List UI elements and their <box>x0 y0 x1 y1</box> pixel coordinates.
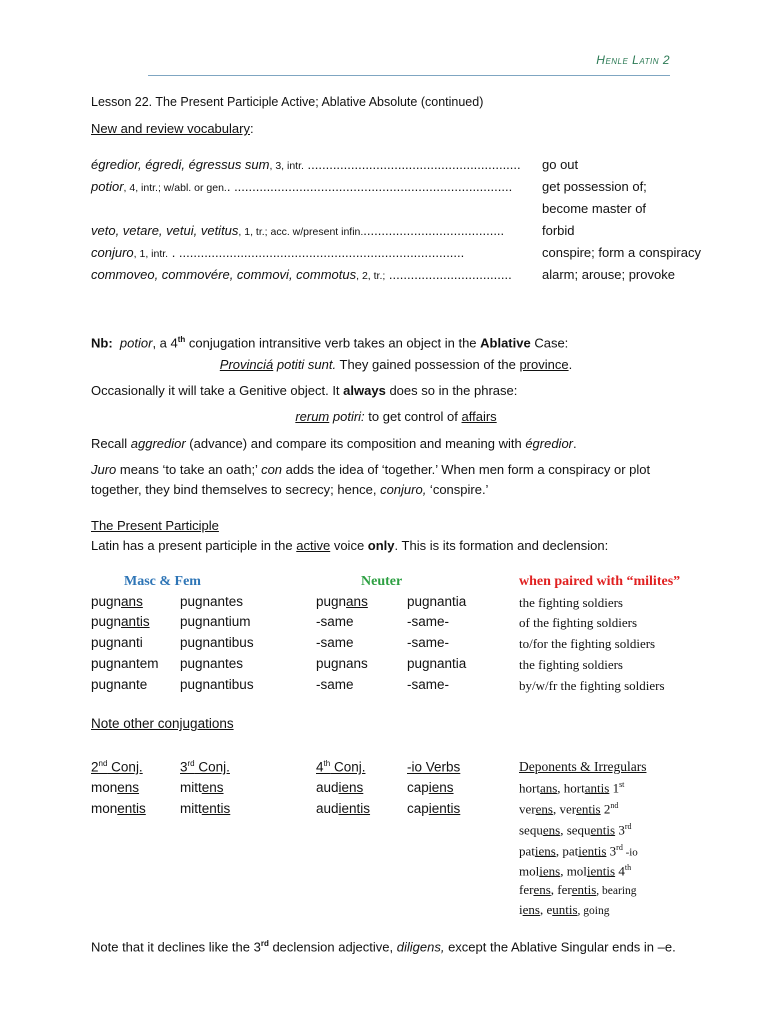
decl-cell: the fighting soldiers <box>519 595 623 610</box>
decl-cell: -same- <box>407 614 450 629</box>
nb-paragraph: Nb: potior, a 4th conjugation intransitive verb takes an object in the Ablative Case: <box>91 335 569 351</box>
header-neuter: Neuter <box>361 574 403 589</box>
decl-cell: pugnans <box>316 594 368 609</box>
conj-form: mittentis <box>180 801 231 816</box>
conj-form: capientis <box>407 801 461 816</box>
decl-cell: pugnante <box>91 677 148 692</box>
nb-example-2: rerum potiri: to get control of affairs <box>295 409 497 424</box>
header-rule <box>148 75 670 76</box>
juro-paragraph: Juro means ‘to take an oath;’ con adds the idea of ‘together.’ When men form a conspiracy or plot together, they bind themselves to secrecy; hence, conjuro, ‘conspire.’ <box>91 462 651 497</box>
deponent-form: ferens, ferentis, bearing <box>519 882 637 897</box>
decl-cell: pugnantia <box>407 656 467 671</box>
nb-example-1: Provinciá potiti sunt. They gained possession of the province. <box>219 357 573 372</box>
vocab-row: égredior, égredi, égressus sum, 3, intr. ........................................................... go out <box>91 157 579 172</box>
vocab-row: commoveo, commovére, commovi, commotus, 2, tr.; .................................. alarm; arouse; provoke <box>91 267 675 282</box>
decl-cell: pugnans <box>91 594 143 609</box>
decl-cell: -same <box>316 635 354 650</box>
vocab-row: potior, 4, intr.; w/abl. or gen.. ............................................................................. get possession of; <box>91 179 647 194</box>
deponent-form: moliens, molientis 4th <box>519 863 632 879</box>
decl-cell: -same- <box>407 635 450 650</box>
recall-paragraph: Recall aggredior (advance) and compare its composition and meaning with égredior. <box>91 436 577 451</box>
decl-cell: pugnantibus <box>180 635 254 650</box>
deponent-form: iens, euntis, going <box>519 902 610 917</box>
conj-form: monens <box>91 780 140 795</box>
conj-form: mittens <box>180 780 224 795</box>
decl-cell: pugnans <box>316 656 368 671</box>
decl-cell: of the fighting soldiers <box>519 615 638 630</box>
decl-cell: pugnantes <box>180 594 244 609</box>
present-participle-heading: The Present Participle <box>91 518 219 533</box>
decl-cell: pugnanti <box>91 635 143 650</box>
decl-cell: the fighting soldiers <box>519 657 623 672</box>
decl-cell: pugnantia <box>407 594 467 609</box>
deponent-form: hortans, hortantis 1st <box>519 780 625 796</box>
nb-genitive: Occasionally it will take a Genitive object. It always does so in the phrase: <box>91 383 518 398</box>
present-participle-intro: Latin has a present participle in the active voice only. This is its formation and declension: <box>91 538 609 553</box>
deponent-form: sequens, sequentis 3rd <box>519 822 632 838</box>
decl-cell: -same <box>316 614 354 629</box>
decl-cell: pugnantibus <box>180 677 254 692</box>
decl-cell: by/w/fr the fighting soldiers <box>519 678 665 693</box>
vocab-row: veto, vetare, vetui, vetitus, 1, tr.; acc. w/present infin........................................ forbid <box>91 223 575 238</box>
decl-cell: pugnantem <box>91 656 159 671</box>
deponents-heading: Deponents & Irregulars <box>519 759 647 774</box>
decl-cell: -same- <box>407 677 450 692</box>
header-milites: when paired with “milites” <box>519 574 681 589</box>
other-conj-heading: Note other conjugations <box>91 716 234 731</box>
decl-cell: pugnantium <box>180 614 251 629</box>
conj-header: 2nd Conj. <box>91 759 143 775</box>
vocab-heading: New and review vocabulary: <box>91 121 254 136</box>
header-masc-fem: Masc & Fem <box>124 574 201 589</box>
vocab-row: conjuro, 1, intr. . ............................................................................... conspire; form a conspiracy <box>91 245 701 260</box>
decl-cell: to/for the fighting soldiers <box>519 636 656 651</box>
conj-form: audientis <box>316 801 371 816</box>
deponent-form: verens, verentis 2nd <box>519 801 619 817</box>
conj-header: 4th Conj. <box>316 759 366 775</box>
lesson-title: Lesson 22. The Present Participle Active; Ablative Absolute (continued) <box>91 95 484 109</box>
deponent-form: patiens, patientis 3rd -io <box>519 843 638 859</box>
decl-cell: pugnantes <box>180 656 244 671</box>
footer-note: Note that it declines like the 3rd declension adjective, diligens, except the Ablative Singular ends in –e. <box>91 939 676 955</box>
decl-cell: -same <box>316 677 354 692</box>
conj-form: monentis <box>91 801 146 816</box>
book-header: Henle Latin 2 <box>596 53 670 67</box>
conj-header: 3rd Conj. <box>180 759 230 775</box>
conj-header: -io Verbs <box>407 759 461 775</box>
conj-form: capiens <box>407 780 454 795</box>
conj-form: audiens <box>316 780 364 795</box>
decl-cell: pugnantis <box>91 614 150 629</box>
